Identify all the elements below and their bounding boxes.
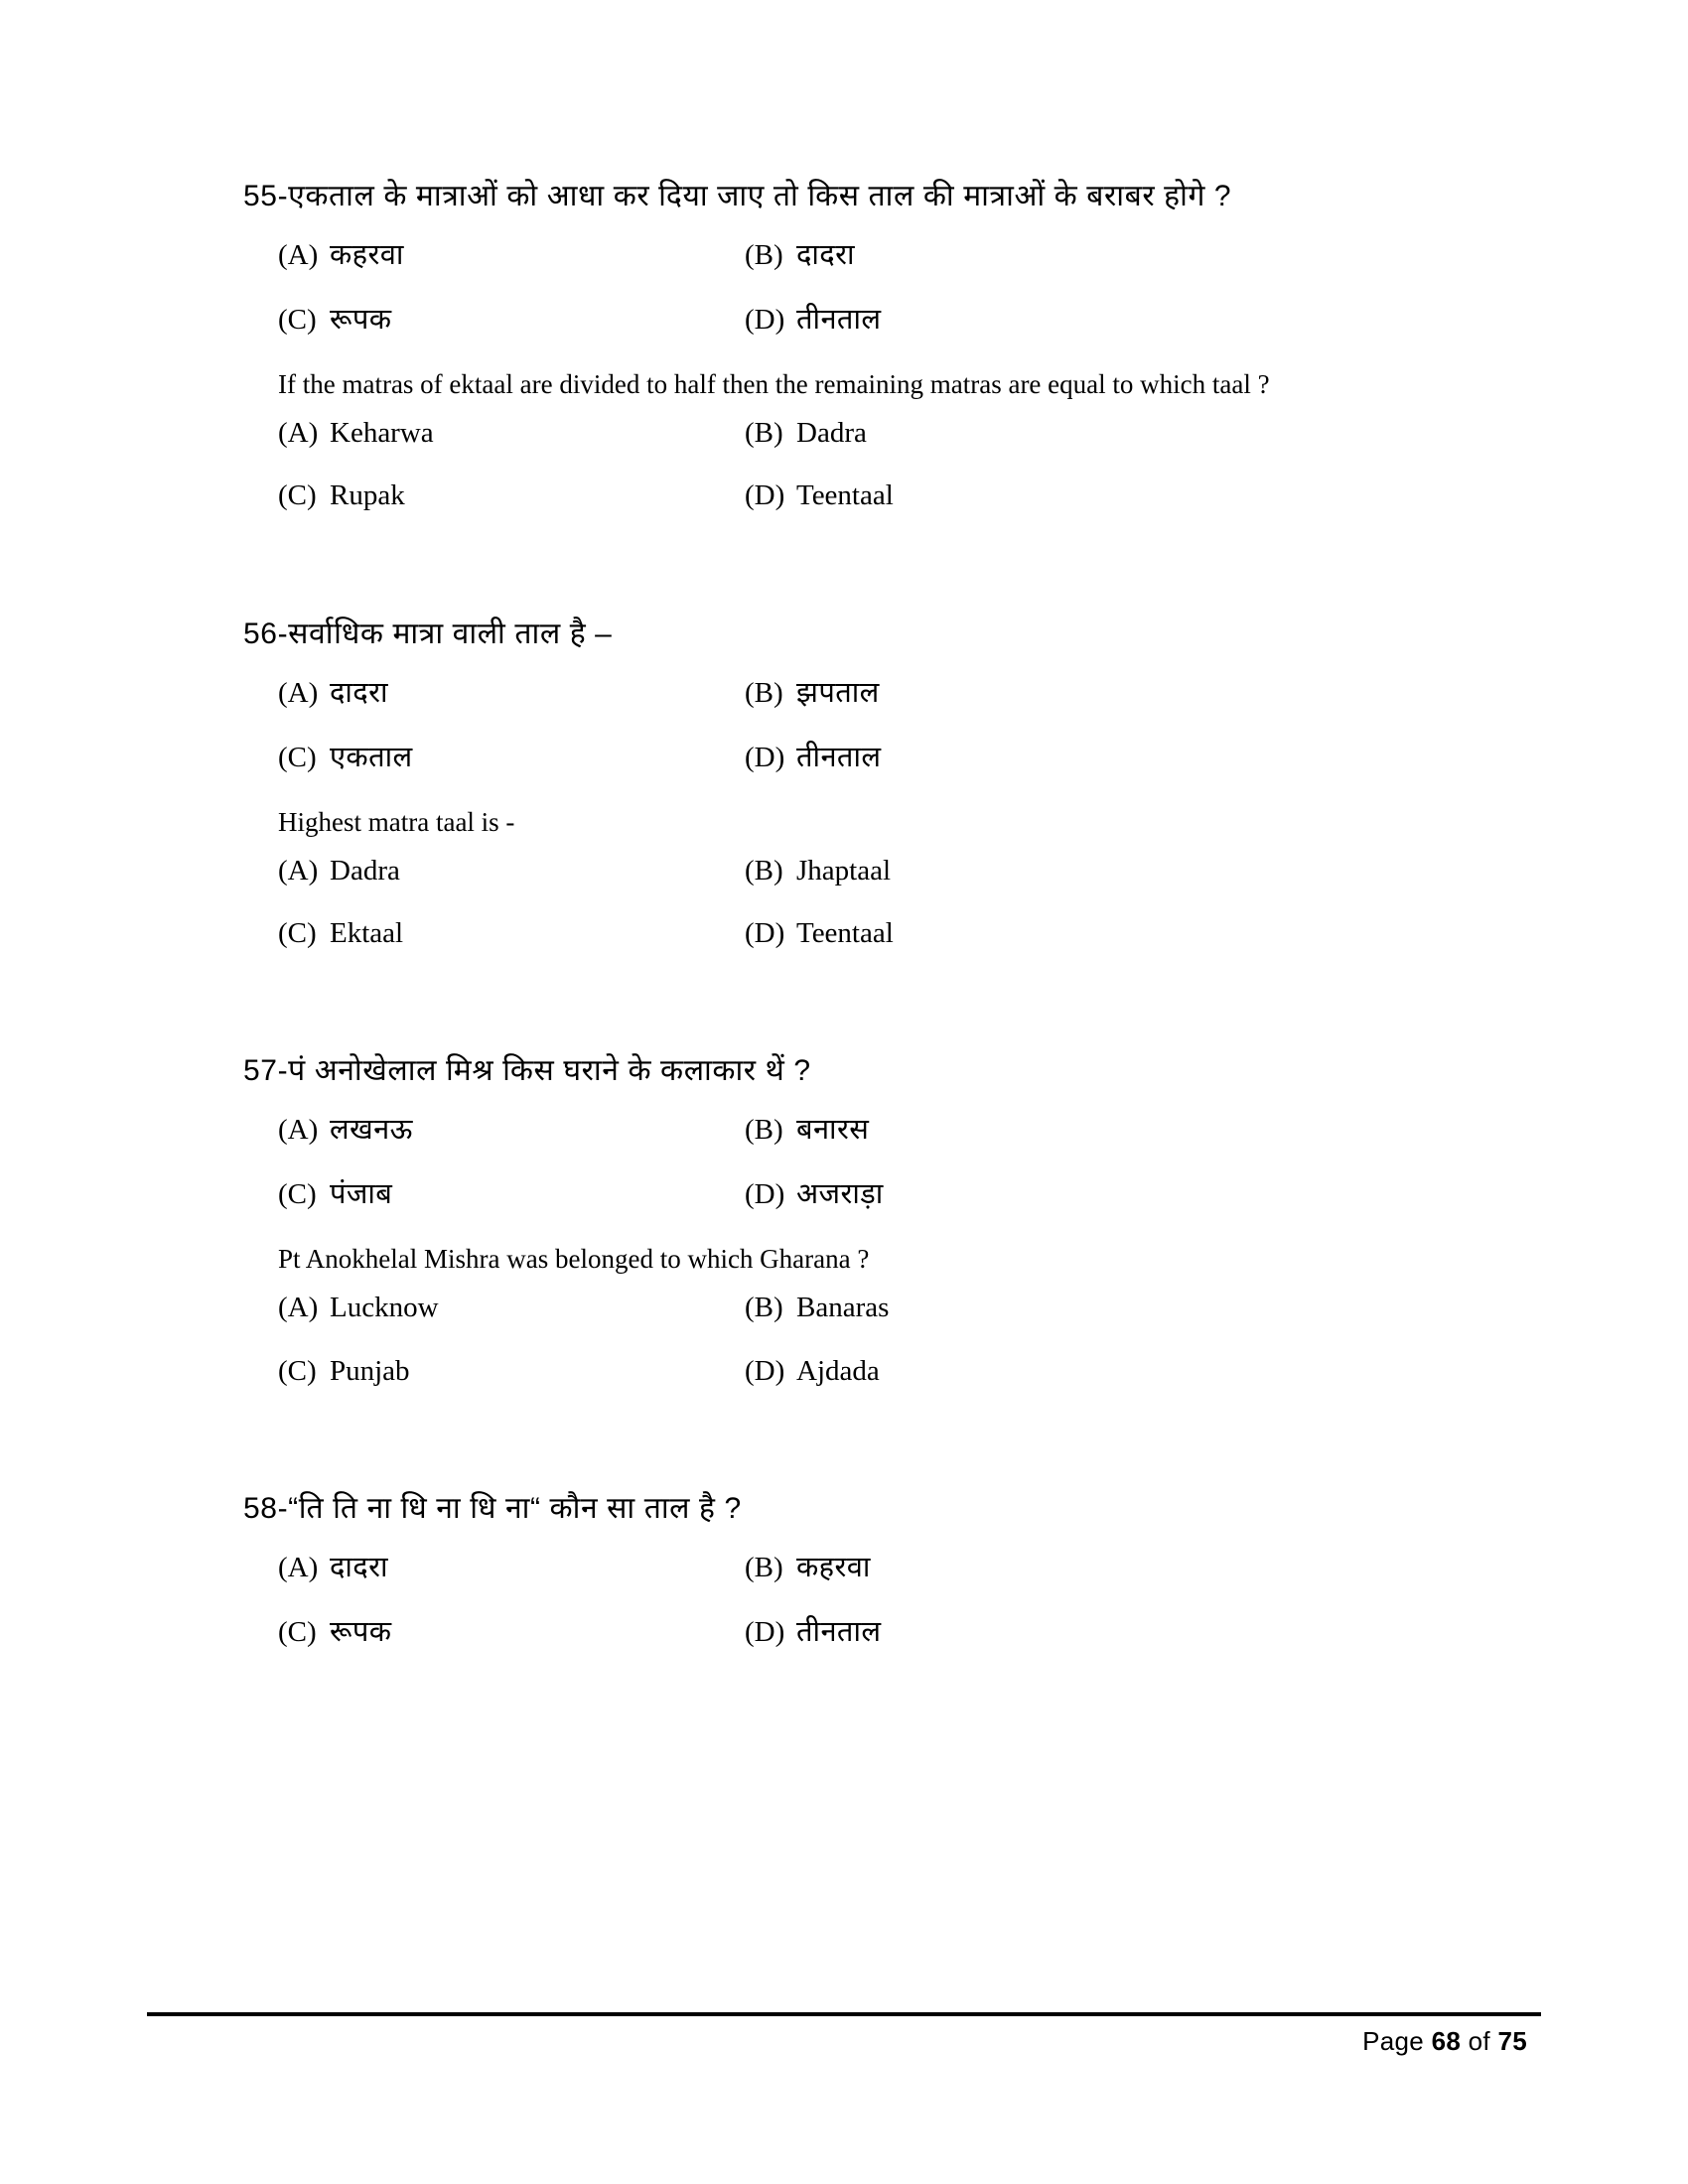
option-b-hindi[interactable] bbox=[745, 236, 1470, 275]
option-tag: (A) bbox=[278, 1114, 319, 1147]
question-stem-hindi bbox=[243, 1048, 1470, 1093]
option-label: Dadra bbox=[796, 417, 867, 450]
options-hindi-56 bbox=[243, 674, 1470, 777]
question-stem-hindi bbox=[243, 174, 1470, 218]
option-label: पंजाब bbox=[330, 1178, 393, 1211]
option-tag: (B) bbox=[745, 1292, 783, 1324]
option-label: Banaras bbox=[796, 1292, 890, 1324]
option-label: झपताल bbox=[796, 676, 880, 709]
option-tag: (A) bbox=[278, 676, 319, 709]
option-tag: (C) bbox=[278, 741, 317, 773]
option-label: Teentaal bbox=[796, 916, 894, 949]
question-text-english: If the matras of ektaal are divided to half then the remaining matras are equal to which taal ? bbox=[278, 369, 1270, 400]
options-english-57 bbox=[243, 1289, 1470, 1390]
question-text-hindi: पं अनोखेलाल मिश्र किस घराने के कलाकार थें ? bbox=[288, 1054, 811, 1088]
question-text-hindi: “ति ति ना धि ना धि ना“ कौन सा ताल है ? bbox=[288, 1491, 742, 1525]
page-word: Page bbox=[1362, 2026, 1425, 2056]
option-tag: (C) bbox=[278, 916, 317, 949]
option-d-hindi[interactable] bbox=[745, 739, 1470, 777]
options-hindi-58 bbox=[243, 1549, 1470, 1652]
option-label: तीनताल bbox=[796, 1615, 882, 1648]
option-label: तीनताल bbox=[796, 741, 882, 773]
total-page-number: 75 bbox=[1497, 2026, 1527, 2056]
option-tag: (D) bbox=[745, 916, 785, 949]
question-text-hindi: सर्वाधिक मात्रा वाली ताल है – bbox=[288, 616, 613, 650]
option-tag: (D) bbox=[745, 741, 785, 773]
options-english-55 bbox=[243, 414, 1470, 515]
option-c-english[interactable] bbox=[278, 914, 745, 953]
option-d-hindi[interactable] bbox=[745, 301, 1470, 340]
option-c-english[interactable] bbox=[278, 1352, 745, 1391]
option-b-hindi[interactable] bbox=[745, 674, 1470, 713]
of-word: of bbox=[1468, 2026, 1490, 2056]
option-label: दादरा bbox=[330, 676, 388, 709]
option-tag: (C) bbox=[278, 1354, 317, 1387]
option-d-hindi[interactable] bbox=[745, 1613, 1470, 1652]
option-tag: (B) bbox=[745, 854, 783, 887]
option-tag: (D) bbox=[745, 1615, 785, 1648]
option-tag: (A) bbox=[278, 1292, 319, 1324]
option-c-english[interactable] bbox=[278, 477, 745, 515]
option-label: तीनताल bbox=[796, 304, 882, 337]
option-d-english[interactable] bbox=[745, 914, 1470, 953]
option-label: Rupak bbox=[330, 479, 405, 512]
option-c-hindi[interactable] bbox=[278, 739, 745, 777]
option-label: कहरवा bbox=[796, 1551, 871, 1583]
options-hindi-55 bbox=[243, 236, 1470, 340]
option-a-english[interactable] bbox=[278, 414, 745, 453]
spacer bbox=[243, 1446, 1470, 1486]
question-block-57 bbox=[243, 1048, 1470, 1391]
options-english-56 bbox=[243, 852, 1470, 953]
option-b-hindi[interactable] bbox=[745, 1549, 1470, 1587]
option-label: Punjab bbox=[330, 1354, 410, 1387]
option-label: Ajdada bbox=[796, 1354, 880, 1387]
question-text-english: Pt Anokhelal Mishra was belonged to which Gharana ? bbox=[278, 1244, 870, 1275]
option-c-hindi[interactable] bbox=[278, 1175, 745, 1214]
question-stem-hindi bbox=[243, 1486, 1470, 1531]
option-tag: (C) bbox=[278, 304, 317, 337]
option-tag: (A) bbox=[278, 1551, 319, 1583]
option-label: कहरवा bbox=[330, 239, 404, 271]
option-a-hindi[interactable] bbox=[278, 236, 745, 275]
option-a-hindi[interactable] bbox=[278, 674, 745, 713]
question-text-hindi: एकताल के मात्राओं को आधा कर दिया जाए तो किस ताल की मात्राओं के बराबर होगे ? bbox=[288, 180, 1232, 212]
question-block-58 bbox=[243, 1486, 1470, 1652]
options-hindi-57 bbox=[243, 1111, 1470, 1214]
question-number: 55- bbox=[243, 180, 289, 212]
option-label: Keharwa bbox=[330, 417, 434, 450]
option-a-hindi[interactable] bbox=[278, 1111, 745, 1150]
option-label: बनारस bbox=[796, 1114, 870, 1147]
option-d-hindi[interactable] bbox=[745, 1175, 1470, 1214]
question-stem-hindi bbox=[243, 612, 1470, 656]
option-tag: (D) bbox=[745, 1354, 785, 1387]
option-tag: (B) bbox=[745, 676, 783, 709]
page-indicator bbox=[147, 2026, 1541, 2057]
spacer bbox=[243, 572, 1470, 612]
option-tag: (D) bbox=[745, 1178, 785, 1211]
question-number: 56- bbox=[243, 616, 289, 650]
option-d-english[interactable] bbox=[745, 1352, 1470, 1391]
questions-container bbox=[243, 174, 1470, 1707]
option-tag: (A) bbox=[278, 417, 319, 450]
option-label: Ektaal bbox=[330, 916, 404, 949]
option-a-hindi[interactable] bbox=[278, 1549, 745, 1587]
option-label: लखनऊ bbox=[330, 1114, 413, 1147]
option-tag: (D) bbox=[745, 479, 785, 512]
option-label: दादरा bbox=[330, 1551, 388, 1583]
option-a-english[interactable] bbox=[278, 1289, 745, 1327]
option-tag: (B) bbox=[745, 417, 783, 450]
option-tag: (D) bbox=[745, 304, 785, 337]
option-label: रूपक bbox=[330, 1615, 392, 1648]
option-label: एकताल bbox=[330, 741, 413, 773]
option-tag: (C) bbox=[278, 1178, 317, 1211]
question-block-56 bbox=[243, 612, 1470, 954]
option-label: Teentaal bbox=[796, 479, 894, 512]
option-label: अजराड़ा bbox=[796, 1178, 884, 1211]
footer-divider bbox=[147, 2012, 1541, 2016]
option-label: रूपक bbox=[330, 304, 392, 337]
question-text-english: Highest matra taal is - bbox=[278, 806, 515, 837]
option-d-english[interactable] bbox=[745, 477, 1470, 515]
option-label: Lucknow bbox=[330, 1292, 439, 1324]
option-tag: (C) bbox=[278, 479, 317, 512]
current-page-number: 68 bbox=[1431, 2026, 1462, 2056]
question-number: 57- bbox=[243, 1054, 289, 1088]
option-a-english[interactable] bbox=[278, 852, 745, 890]
option-b-hindi[interactable] bbox=[745, 1111, 1470, 1150]
question-number: 58- bbox=[243, 1491, 289, 1525]
option-tag: (B) bbox=[745, 1114, 783, 1147]
question-block-55 bbox=[243, 174, 1470, 516]
option-c-hindi[interactable] bbox=[278, 301, 745, 340]
option-tag: (C) bbox=[278, 1615, 317, 1648]
option-tag: (B) bbox=[745, 1551, 783, 1583]
page-footer bbox=[147, 2012, 1541, 2057]
option-tag: (A) bbox=[278, 854, 319, 887]
spacer bbox=[243, 1009, 1470, 1048]
option-tag: (B) bbox=[745, 239, 783, 271]
option-b-english[interactable] bbox=[745, 1289, 1470, 1327]
option-label: दादरा bbox=[796, 239, 855, 271]
option-b-english[interactable] bbox=[745, 852, 1470, 890]
option-label: Dadra bbox=[330, 854, 400, 887]
option-c-hindi[interactable] bbox=[278, 1613, 745, 1652]
option-label: Jhaptaal bbox=[796, 854, 892, 887]
option-b-english[interactable] bbox=[745, 414, 1470, 453]
option-tag: (A) bbox=[278, 239, 319, 271]
